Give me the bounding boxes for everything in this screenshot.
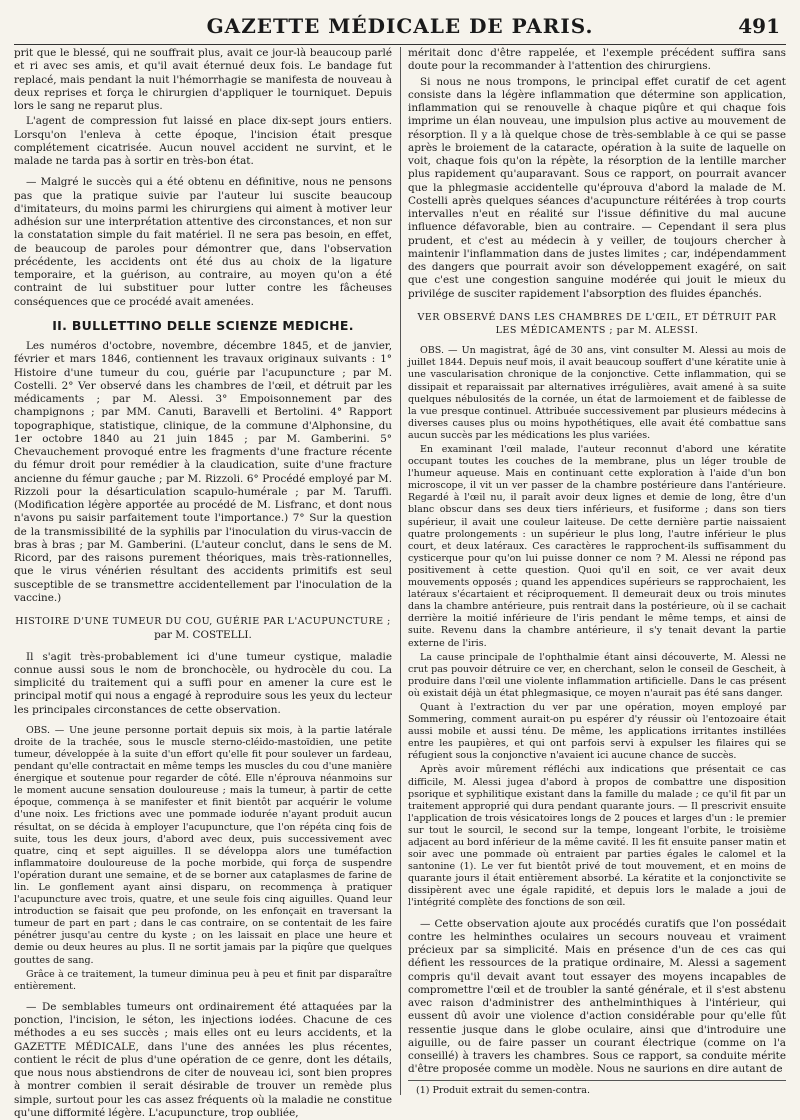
paragraph: Il s'agit très-probablement ici d'une tumeur cystique, maladie connue aussi sous le nom de bronchocèle, ou hydrocèle du cou. La simplicité du traitement qui a suffi pour en amener la cure est le principal motif qui nous a engagé à reproduire sous les yeux du lecteur les principales circonstances de cette observation. [14,650,392,716]
paragraph: — Cette observation ajoute aux procédés curatifs que l'on possédait contre les helminthes oculaires un secours nouveau et vraiment précieux par sa simplicité. Mais en présence d'un de ces cas qui défient les ressources de la pratique ordinaire, M. Alessi a sagement compris qu'il devait avant tout essayer des moyens incapables de compromettre l'œil et de troubler la santé générale, et il s'est abstenu avec raison d'administrer des anthelminthiques à l'intérieur, qui eussent dû avoir une violence d'action considérable pour qu'elle fût ressentie jusque dans le globe oculaire, ainsi que d'introduire une aiguille, ou de faire passer un courant électrique (comme on l'a conseillé) à travers les chambres. Sous ce rapport, sa conduite mérite d'être proposée comme un modèle. Nous ne saurions en dire autant de [408,917,786,1076]
page-number: 491 [738,14,780,38]
paragraph: Après avoir mûrement réfléchi aux indications que présentait ce cas difficile, M. Alessi jugea d'abord à propos de combattre une disposition psorique et syphilitique existant dans la famille du malade ; ce qu'il fit par un traitement approprié qui dura pendant quarante jours. — Il prescrivit ensuite l'application de trois vésicatoires longs de 2 pouces et larges d'un : le premier sur tout le sourcil, le second sur la tempe, longeant l'orbite, le troisième adjacent au bord inférieur de la même cavité. Il les fit ensuite panser matin et soir avec une pommade où entraient par parties égales le calomel et la santonine (1). Le ver fut bientôt privé de tout mouvement, et en moins de quarante jours il était entièrement absorbé. La kératite et la conjonctivite se dissipèrent avec une égale rapidité, et depuis lors le malade a joui de l'intégrité complète des fonctions de son œil. [408,764,786,909]
running-header [14,8,786,45]
paragraph: méritait donc d'être rappelée, et l'exemple précédent suffira sans doute pour la recommander à l'attention des chirurgiens. [408,47,786,73]
column-rule [400,47,401,1095]
text-columns [14,47,786,1119]
observation-paragraph: OBS. — Un magistrat, âgé de 30 ans, vint consulter M. Alessi au mois de juillet 1844. Depuis neuf mois, il avait beaucoup souffert d'une kératite unie à une vascularisation chronique de la conjonctive. Cette inflammation, qui se dissipait et reparaissait par alternatives irrégulières, avait amené à sa suite quelques nébulosités de la cornée, un état de larmoiement et de faiblesse de la vue presque continuel. Attribuée successivement par plusieurs médecins à diverses causes plus ou moins hypothétiques, elle avait été combattue sans aucun succès par les médications les plus variées. [408,345,786,441]
paragraph: — De semblables tumeurs ont ordinairement été attaquées par la ponction, l'incision, le séton, les injections iodées. Chacune de ces méthodes a eu ses succès ; mais elles ont eu leurs accidents, et la GAZETTE MÉDICALE, dans l'une des années les plus récentes, contient le récit de plus d'une opération de ce genre, dont les détails, que nous nous abstiendrons de citer de nouveau ici, sont bien propres à montrer combien il serait désirable de trouver un remède plus simple, surtout pour les cas assez fréquents où la maladie ne constitue qu'une difformité légère. L'acupuncture, trop oubliée, [14,1000,392,1119]
observation-paragraph: OBS. — Une jeune personne portait depuis six mois, à la partie latérale droite de la trachée, sous le muscle sterno-cléido-mastoïdien, une petite tumeur, développée à la suite d'un effort qu'elle fit pour soulever un fardeau, pendant qu'elle contractait en même temps les muscles du cou d'une manière énergique et soutenue pour regarder de côté. Elle n'éprouva néanmoins sur le moment aucune sensation douloureuse ; mais la tumeur, à partir de cette époque, commença à se manifester et finit bientôt par acquérir le volume d'une noix. Les frictions avec une pommade iodurée n'ayant produit aucun résultat, on se décida à employer l'acupuncture, que l'on répéta cinq fois de suite, tous les deux jours, d'abord avec deux, puis successivement avec quatre, cinq et sept aiguilles. Il se développa alors une tuméfaction inflammatoire douloureuse de la poche morbide, qui força de suspendre l'opération durant une semaine, et de se borner aux cataplasmes de farine de lin. Le gonflement ayant ainsi disparu, on recommença à pratiquer l'acupuncture avec trois, quatre, et une seule fois cinq aiguilles. Quand leur introduction se faisait que peu profonde, on les enfonçait en traversant la tumeur de part en part ; dans le cas contraire, on se contentait de les faire pénétrer jusqu'au centre du kyste ; on les laissait en place une heure et demie ou deux heures au plus. Il ne sortit jamais par la piqûre que quelques gouttes de sang. [14,724,392,966]
article-author: par M. COSTELLI. [154,629,252,642]
paragraph: Grâce à ce traitement, la tumeur diminua peu à peu et finit par disparaître entièrement. [14,968,392,992]
paragraph: Quant à l'extraction du ver par une opération, moyen employé par Sommering, comment aurait-on pu espérer d'y réussir où l'entozoaire était aussi mobile et aussi ténu. De même, les applications irritantes instillées entre les paupières, et qui ont parfois servi à expulser les filaires qui se réfugient sous la conjonctive n'avaient ici aucune chance de succès. [408,701,786,762]
left-column [14,47,392,1119]
article-title-text: HISTOIRE D'UNE TUMEUR DU COU, GUÉRIE PAR L'ACUPUNCTURE ; [15,616,391,627]
paragraph: — Malgré le succès qui a été obtenu en définitive, nous ne pensons pas que la pratique suivie par l'auteur lui suscite beaucoup d'imitateurs, du moins parmi les chirurgiens qui aiment à motiver leur adhésion sur une interprétation attentive des circonstances, et non sur la constatation simple du fait matériel. Il ne sera pas besoin, en effet, de beaucoup de paroles pour démontrer que, dans l'observation précédente, les accidents ont été dus au choix de la ligature temporaire, et la guérison, au contraire, au moyen qu'on a été contraint de lui substituer pour lutter contre les fâcheuses conséquences que ce procédé avait amenées. [14,176,392,308]
article-title: VER OBSERVÉ DANS LES CHAMBRES DE L'ŒIL, ET DÉTRUIT PAR LES MÉDICAMENTS ; par M. ALESSI. [417,311,777,336]
paragraph: Les numéros d'octobre, novembre, décembre 1845, et de janvier, février et mars 1846, contiennent les travaux originaux suivants : 1° Histoire d'une tumeur du cou, guérie par l'acupuncture ; par M. Costelli. 2° Ver observé dans les chambres de l'œil, et détruit par les médicaments ; par M. Alessi. 3° Empoisonnement par des champignons ; par MM. Canuti, Baravelli et Bertolini. 4° Rapport topographique, statistique, clinique, de la commune d'Alphonsine, du 1er octobre 1840 au 21 juin 1845 ; par M. Gamberini. 5° Chevauchement provoqué entre les fragments d'une fracture récente du fémur droit pour remédier à la claudication, suite d'une fracture ancienne du fémur gauche ; par M. Rizzoli. 6° Procédé employé par M. Rizzoli pour la désarticulation scapulo-humérale ; par M. Taruffi. (Modification légère apportée au procédé de M. Lisfranc, et dont nous n'avons pu saisir parfaitement toute l'importance.) 7° Sur la question de la transmissibilité de la syphilis par l'inoculation du virus-vaccin de bras à bras ; par M. Gamberini. (L'auteur conclut, dans le sens de M. Ricord, par des raisons purement théoriques, mais très-rationnelles, que le virus vénérien résultant des accidents primitifs est seul susceptible de se transmettre accidentellement par l'inoculation de la vaccine.) [14,340,392,604]
paragraph: La cause principale de l'ophthalmie étant ainsi découverte, M. Alessi ne crut pas pouvoir détruire ce ver, en cherchant, selon le conseil de Gescheit, à produire dans l'œil une violente inflammation artificielle. Dans le cas présent où existait déjà un état phlegmasique, ce moyen n'aurait pas été sans danger. [408,651,786,699]
section-heading: II. BULLETTINO DELLE SCIENZE MEDICHE. [52,317,354,333]
paragraph: En examinant l'œil malade, l'auteur reconnut d'abord une kératite occupant toutes les couches de la membrane, plus un léger trouble de l'humeur aqueuse. Mais en continuant cette exploration à l'aide d'un bon microscope, il vit un ver passer de la chambre postérieure dans l'antérieure. Regardé à l'œil nu, il paraît avoir deux lignes et demie de long, être d'un blanc obscur dans ses deux tiers inférieurs, et fusiforme ; dans son tiers supérieur, il avait une couleur laiteuse. De cette dernière partie naissaient quatre prolongements : un supérieur le plus long, l'autre inférieur le plus court, et deux latéraux. Ces caractères le rapprochent-ils suffisamment du cysticerque pour qu'on lui puisse donner ce nom ? M. Alessi ne répond pas positivement à cette question. Quoi qu'il en soit, ce ver avait deux mouvements opposés ; quand les appendices supérieurs se rapprochaient, les latéraux s'écartaient et réciproquement. Il demeurait deux ou trois minutes dans la chambre antérieure, puis rentrait dans la postérieure, où il se cachait derrière la moitié inférieure de l'iris pendant le même temps, et ainsi de suite. Revenu dans la chambre antérieure, il s'y tenait devant la partie externe de l'iris. [408,444,786,649]
article-title [14,615,392,643]
right-column [408,47,786,1099]
paragraph: prit que le blessé, qui ne souffrait plus, avait ce jour-là beaucoup parlé et ri avec ses amis, et qu'il avait éternué deux fois. Le bandage fut replacé, mais pendant la nuit l'hémorrhagie se manifesta de nouveau à deux reprises et força le chirurgien d'appliquer le tourniquet. Depuis lors le sang ne reparut plus. [14,47,392,112]
paragraph: Si nous ne nous trompons, le principal effet curatif de cet agent consiste dans la légère inflammation que détermine son application, inflammation qui se renouvelle à chaque piqûre et qui chaque fois imprime un élan nouveau, une impulsion plus active au mouvement de résorption. Il y a là quelque chose de très-semblable à ce qui se passe après le broiement de la cataracte, opération à la suite de laquelle on voit, chaque fois qu'on la répète, la résorption de la lentille marcher plus rapidement qu'auparavant. Sous ce rapport, on pourrait avancer que la phlegmasie accidentelle qu'éprouva d'abord la malade de M. Costelli après quelques séances d'acupuncture réitérées à trop courts intervalles n'eut en réalité sur l'issue définitive du mal aucune influence défavorable, bien au contraire. — Cependant il sera plus prudent, et c'est au médecin à y veiller, de toujours chercher à maintenir l'inflammation dans de justes limites ; car, indépendamment des dangers que pourrait avoir son développement exagéré, on sait que c'est une congestion sanguine modérée qui jouit le mieux du privilége de susciter rapidement l'absorption des fluides épanchés. [408,75,786,300]
paragraph: L'agent de compression fut laissé en place dix-sept jours entiers. Lorsqu'on l'enleva à cette époque, l'incision était presque complétement cicatrisée. Aucun nouvel accident ne survint, et le malade ne tarda pas à sortir en très-bon état. [14,115,392,167]
journal-title: GAZETTE MÉDICALE DE PARIS. [206,14,594,38]
footnote: (1) Produit extrait du semen-contra. [408,1080,786,1097]
